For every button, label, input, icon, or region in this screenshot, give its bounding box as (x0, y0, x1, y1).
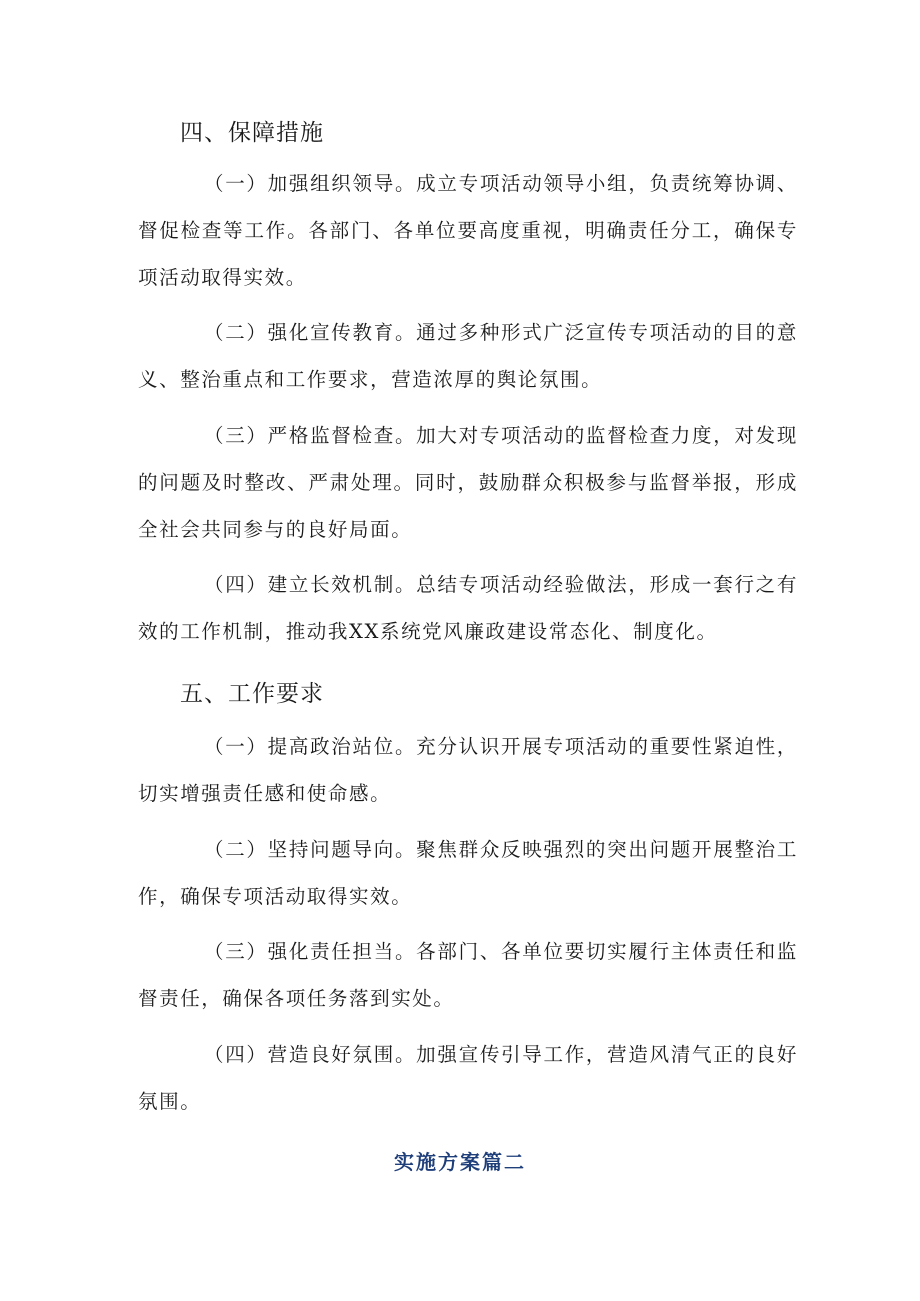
paragraph-problem-orientation: （二）坚持问题导向。聚焦群众反映强烈的突出问题开展整治工作，确保专项活动取得实效。 (138, 838, 798, 908)
paragraph-long-term-mechanism: （四）建立长效机制。总结专项活动经验做法，形成一套行之有效的工作机制，推动我XX系统党风廉政建设常态化、制度化。 (138, 573, 798, 643)
next-section-title: 实施方案篇二 (394, 1150, 526, 1174)
paragraph-supervision-inspection: （三）严格监督检查。加大对专项活动的监督检查力度，对发现的问题及时整改、严肃处理。同时，鼓励群众积极参与监督举报，形成全社会共同参与的良好局面。 (138, 424, 798, 541)
section-heading-safeguards: 四、保障措施 (180, 120, 324, 146)
section-heading-work-requirements: 五、工作要求 (180, 681, 324, 707)
paragraph-organization-leadership: （一）加强组织领导。成立专项活动领导小组，负责统筹协调、督促检查等工作。各部门、各单位要高度重视，明确责任分工，确保专项活动取得实效。 (138, 172, 798, 289)
paragraph-publicity-education: （二）强化宣传教育。通过多种形式广泛宣传专项活动的目的意义、整治重点和工作要求，营造浓厚的舆论氛围。 (138, 321, 798, 391)
paragraph-good-atmosphere: （四）营造良好氛围。加强宣传引导工作，营造风清气正的良好氛围。 (138, 1043, 798, 1113)
paragraph-political-stance: （一）提高政治站位。充分认识开展专项活动的重要性紧迫性，切实增强责任感和使命感。 (138, 735, 798, 805)
paragraph-responsibility: （三）强化责任担当。各部门、各单位要切实履行主体责任和监督责任，确保各项任务落到实处。 (138, 940, 798, 1010)
